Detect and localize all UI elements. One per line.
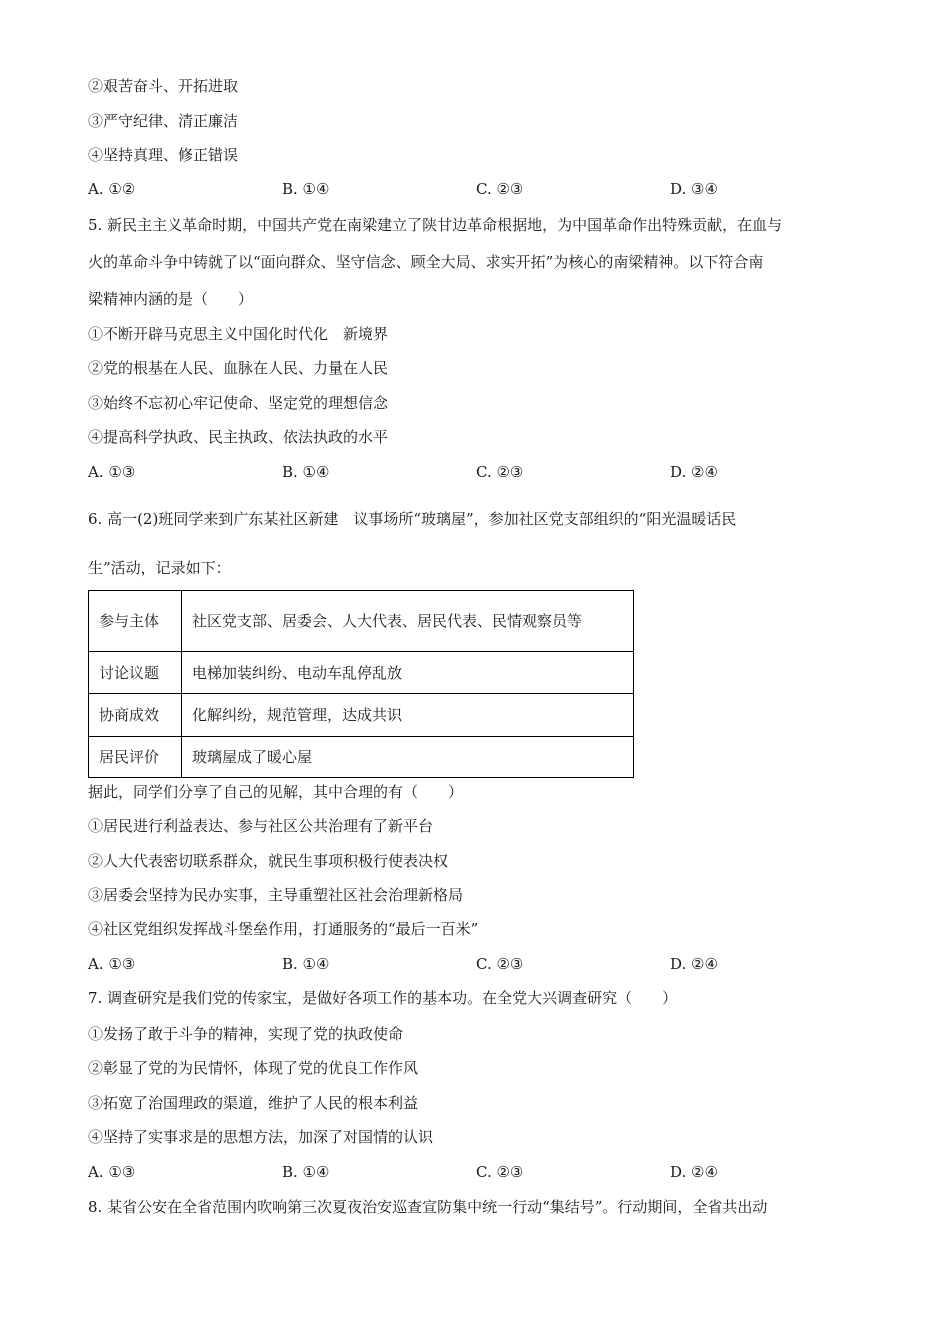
table-value-cell: 化解纠纷，规范管理，达成共识 (182, 694, 634, 737)
table-key-cell: 讨论议题 (89, 652, 182, 694)
option-a: A. ①② (88, 180, 136, 198)
top-item-4: ④坚持真理、修正错误 (88, 146, 239, 164)
q8-stem: 8. 某省公安在全省范围内吹响第三次夏夜治安巡查宣防集中统一行动“集结号”。行动期间，全省共出动 (88, 1198, 768, 1216)
q5-stem-line-1: 5. 新民主主义革命时期，中国共产党在南梁建立了陕甘边革命根据地，为中国革命作出特殊贡献，在血与 (88, 216, 783, 234)
q6-item-1: ①居民进行利益表达、参与社区公共治理有了新平台 (88, 817, 434, 835)
option-c: C. ②③ (476, 955, 524, 973)
option-d: D. ②④ (670, 955, 718, 973)
option-d: D. ③④ (670, 180, 718, 198)
table-value-cell: 玻璃屋成了暖心屋 (182, 737, 634, 778)
q7-item-2: ②彰显了党的为民情怀，体现了党的优良工作作风 (88, 1059, 419, 1077)
q5-item-1: ①不断开辟马克思主义中国化时代化 新境界 (88, 325, 389, 343)
table-key-cell: 居民评价 (89, 737, 182, 778)
table-value-cell: 电梯加装纠纷、电动车乱停乱放 (182, 652, 634, 694)
q7-options (88, 1162, 788, 1182)
q7-stem: 7. 调查研究是我们党的传家宝，是做好各项工作的基本功。在全党大兴调查研究（ ） (88, 989, 678, 1007)
q6-item-3: ③居委会坚持为民办实事，主导重塑社区社会治理新格局 (88, 886, 464, 904)
q6-stem-line-2: 生”活动，记录如下： (88, 559, 231, 577)
q6-item-4: ④社区党组织发挥战斗堡垒作用，打通服务的“最后一百米” (88, 920, 479, 938)
q5-stem-line-3: 梁精神内涵的是（ ） (88, 290, 254, 308)
q6-after-table: 据此，同学们分享了自己的见解，其中合理的有（ ） (88, 783, 464, 801)
table-row (89, 591, 634, 652)
option-b: B. ①④ (282, 955, 330, 973)
q6-stem-line-1: 6. 高一(2)班同学来到广东某社区新建 议事场所“玻璃屋”，参加社区党支部组织的“阳光温暖话民 (88, 510, 737, 528)
top-options (88, 179, 788, 199)
q6-record-table (88, 590, 634, 778)
option-a: A. ①③ (88, 463, 136, 481)
table-value-cell: 社区党支部、居委会、人大代表、居民代表、民情观察员等 (182, 591, 634, 652)
option-c: C. ②③ (476, 1163, 524, 1181)
q5-stem-line-2: 火的革命斗争中铸就了以“面向群众、坚守信念、顾全大局、求实开拓”为核心的南梁精神。以下符合南 (88, 253, 764, 271)
table-row (89, 737, 634, 778)
option-d: D. ②④ (670, 1163, 718, 1181)
option-d: D. ②④ (670, 463, 718, 481)
top-item-3: ③严守纪律、清正廉洁 (88, 112, 239, 130)
option-b: B. ①④ (282, 463, 330, 481)
option-a: A. ①③ (88, 1163, 136, 1181)
q5-item-2: ②党的根基在人民、血脉在人民、力量在人民 (88, 359, 389, 377)
q7-item-4: ④坚持了实事求是的思想方法，加深了对国情的认识 (88, 1128, 434, 1146)
q6-item-2: ②人大代表密切联系群众，就民生事项积极行使表决权 (88, 852, 449, 870)
q6-options (88, 954, 788, 974)
q5-item-4: ④提高科学执政、民主执政、依法执政的水平 (88, 428, 389, 446)
table-row (89, 652, 634, 694)
option-c: C. ②③ (476, 463, 524, 481)
q5-options (88, 462, 788, 482)
top-item-2: ②艰苦奋斗、开拓进取 (88, 77, 239, 95)
q5-item-3: ③始终不忘初心牢记使命、坚定党的理想信念 (88, 394, 389, 412)
option-b: B. ①④ (282, 1163, 330, 1181)
option-a: A. ①③ (88, 955, 136, 973)
table-row (89, 694, 634, 737)
q7-item-3: ③拓宽了治国理政的渠道，维护了人民的根本利益 (88, 1094, 419, 1112)
q7-item-1: ①发扬了敢于斗争的精神，实现了党的执政使命 (88, 1025, 404, 1043)
table-key-cell: 参与主体 (89, 591, 182, 652)
option-b: B. ①④ (282, 180, 330, 198)
option-c: C. ②③ (476, 180, 524, 198)
table-key-cell: 协商成效 (89, 694, 182, 737)
